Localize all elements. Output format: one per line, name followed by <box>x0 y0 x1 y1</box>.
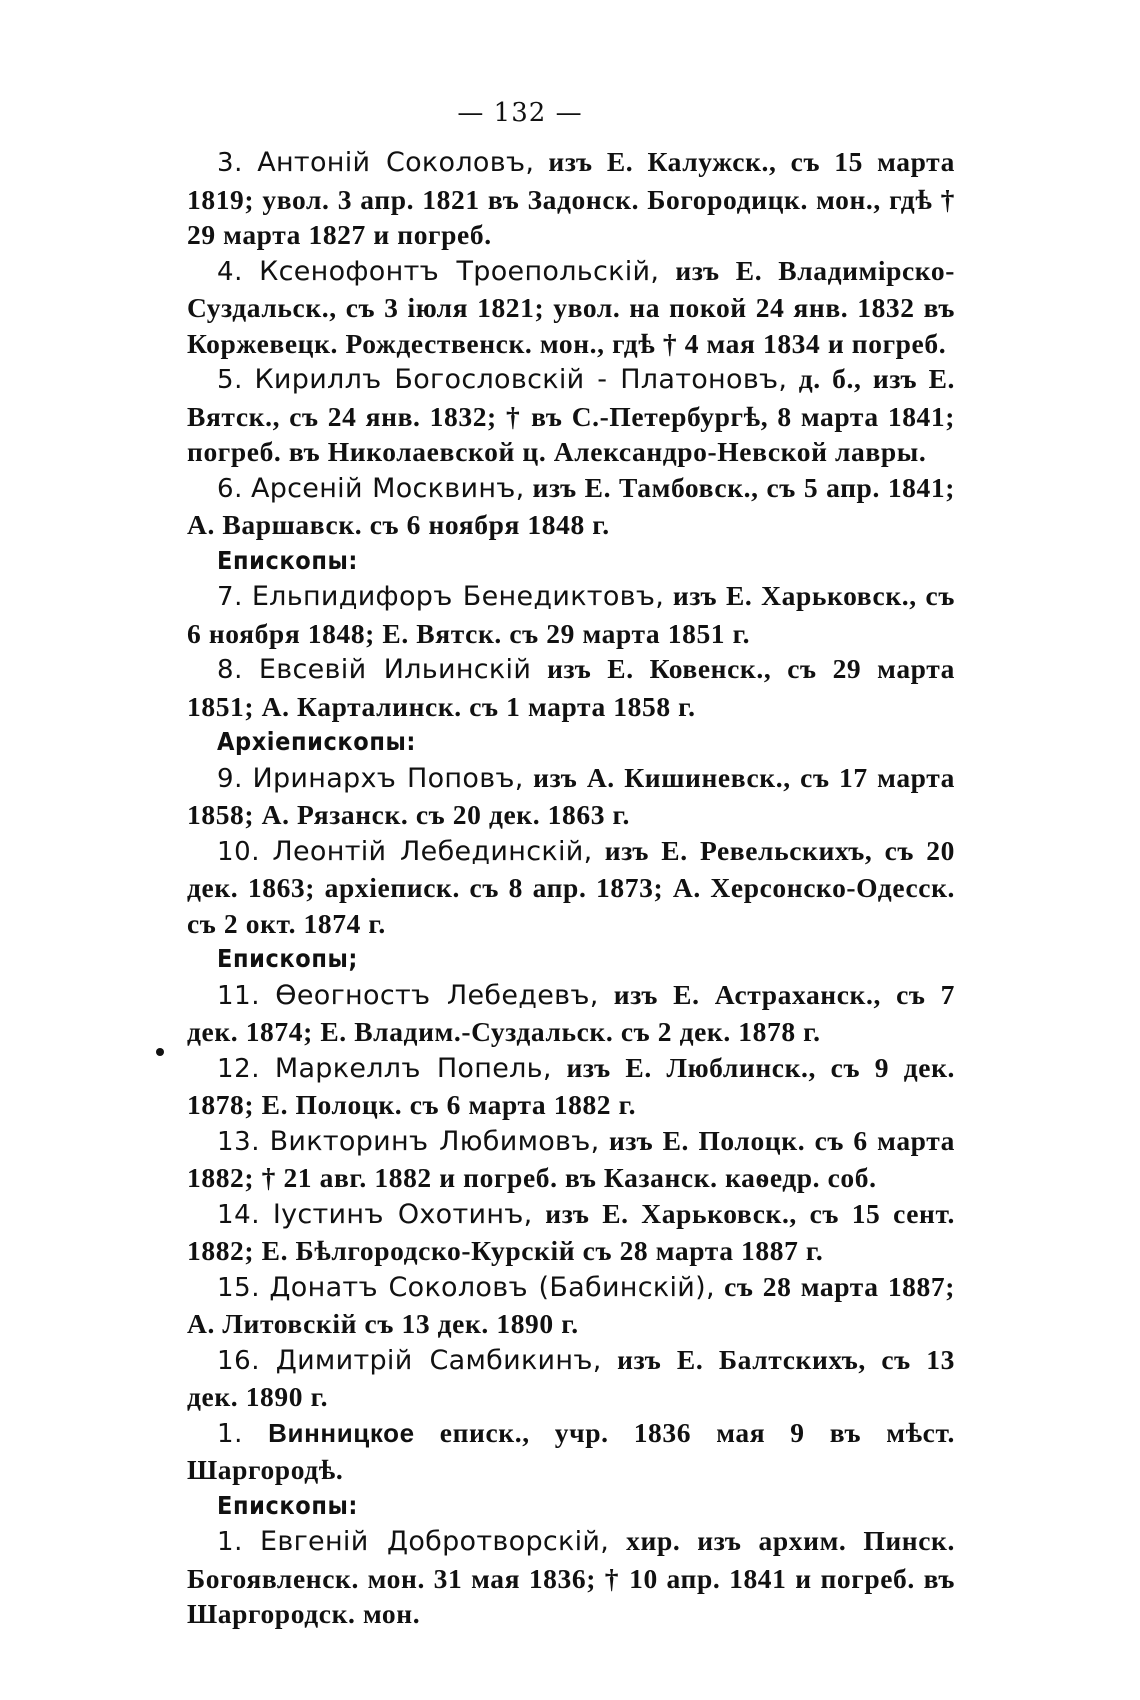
entry-name: Леонтій Лебединскій, <box>272 835 593 867</box>
entry-number: 14. <box>217 1199 261 1230</box>
entry-name: Викторинъ Любимовъ, <box>269 1125 600 1157</box>
list-item <box>187 1523 955 1632</box>
entry-name: Евсевій Ильинскій <box>258 654 532 685</box>
entry-text: изъ Е. Полоцк. съ 6 марта 1882; † 21 авг. 1882 и погреб. въ Казанск. каѳедр. соб. <box>187 1124 956 1193</box>
entry-name: Ельпидифоръ Бенедиктовъ, <box>251 581 665 612</box>
entry-number: 13. <box>217 1126 261 1157</box>
entry-number: 10. <box>217 836 261 867</box>
entry-name: Евгеній Добротворскій, <box>260 1526 610 1557</box>
entry-name: Кириллъ Богословскій - Платоновъ, <box>254 364 788 395</box>
entry-name: Ксенофонтъ Троепольскій, <box>259 255 660 287</box>
entry-name: Антоній Соколовъ, <box>257 147 535 178</box>
entry-text: изъ Е. Балтскихъ, съ 13 дек. 1890 г. <box>187 1343 955 1412</box>
page-number: — 132 — <box>457 98 583 128</box>
entry-text: изъ Е. Тамбовск., съ 5 апр. 1841; А. Варшавск. съ 6 ноября 1848 г. <box>187 471 955 540</box>
entry-number: 11. <box>217 980 261 1011</box>
entry-name: Ѳеогностъ Лебедевъ, <box>275 979 599 1011</box>
entry-number: 5. <box>217 365 244 395</box>
entry-name: Димитрій Самбикинъ, <box>275 1344 602 1376</box>
entry-text: изъ Е. Ковенск., съ 29 марта 1851; А. Карталинск. съ 1 марта 1858 г. <box>187 653 955 722</box>
diocese-name: Винницкое <box>268 1417 415 1448</box>
entry-text: изъ А. Кишиневск., съ 17 марта 1858; А. Рязанск. съ 20 дек. 1863 г. <box>187 761 955 830</box>
list-item <box>187 1123 955 1196</box>
entry-number: 8. <box>217 655 244 685</box>
entry-number: 9. <box>217 763 244 794</box>
entry-name: Арсеній Москвинъ, <box>250 472 525 504</box>
list-item <box>187 1342 955 1415</box>
entry-number: 7. <box>217 582 244 612</box>
entry-number: 3. <box>217 148 244 178</box>
entry-name: Маркеллъ Попель, <box>274 1052 552 1084</box>
margin-dot-mark <box>156 1048 164 1056</box>
list-item <box>187 578 955 651</box>
entry-number: 1. <box>217 1527 244 1557</box>
section-heading-bishops: Епископы: <box>217 545 358 575</box>
entry-number: 12. <box>217 1053 261 1084</box>
entry-number: 15. <box>217 1272 261 1303</box>
diocese-entry <box>187 1415 955 1488</box>
entry-name: Іустинъ Охотинъ, <box>272 1198 533 1230</box>
section-heading-bishops: Епископы: <box>217 1490 358 1520</box>
page-text <box>187 144 955 1632</box>
entry-text: д. б., изъ Е. Вятск., съ 24 янв. 1832; † въ С.-Петербургѣ, 8 марта 1841; погреб. въ Николаевской ц. Александро-Невской лавры. <box>187 363 955 467</box>
entry-text: изъ Е. Владимірско-Суздальск., съ 3 іюля 1821; увол. на покой 24 янв. 1832 въ Коржевецк. Рождественск. мон., гдѣ † 4 мая 1834 и погреб. <box>187 254 955 359</box>
list-item <box>187 1050 955 1123</box>
list-item <box>187 833 955 942</box>
entry-name: Иринархъ Поповъ, <box>252 762 524 794</box>
entry-text: съ 28 марта 1887; А. Литовскій съ 13 дек. 1890 г. <box>187 1270 955 1339</box>
entry-text: еписк., учр. 1836 мая 9 въ мѣст. Шаргородѣ. <box>187 1416 955 1485</box>
entry-text: изъ Е. Ревельскихъ, съ 20 дек. 1863; архіеписк. съ 8 апр. 1873; А. Херсонско-Одесск. съ 2 окт. 1874 г. <box>187 834 955 939</box>
entry-text: изъ Е. Астраханск., съ 7 дек. 1874; Е. Владим.-Суздальск. съ 2 дек. 1878 г. <box>187 978 955 1047</box>
entry-text: изъ Е. Харьковск., съ 6 ноября 1848; Е. Вятск. съ 29 марта 1851 г. <box>187 580 955 649</box>
list-item <box>187 1196 955 1269</box>
entry-text: изъ Е. Харьковск., съ 15 сент. 1882; Е. Бѣлгородско-Курскій съ 28 марта 1887 г. <box>187 1197 955 1266</box>
entry-text: изъ Е. Калужск., съ 15 марта 1819; увол. 3 апр. 1821 въ Задонск. Богородицк. мон., гдѣ † 29 марта 1827 и погреб. <box>187 146 955 250</box>
entry-text: хир. изъ архим. Пинск. Богоявленск. мон. 31 мая 1836; † 10 апр. 1841 и погреб. въ Шаргородск. мон. <box>187 1525 955 1629</box>
entry-number: 6. <box>217 473 244 504</box>
list-item <box>187 361 955 470</box>
list-item <box>187 651 955 724</box>
list-item <box>187 470 955 543</box>
section-heading-bishops: Епископы; <box>217 944 358 973</box>
entry-text: изъ Е. Люблинск., съ 9 дек. 1878; Е. Полоцк. съ 6 марта 1882 г. <box>187 1051 956 1120</box>
entry-number: 4. <box>217 256 244 287</box>
entry-number: 1. <box>217 1418 244 1449</box>
list-item <box>187 144 955 253</box>
list-item <box>187 977 955 1050</box>
list-item <box>187 253 955 362</box>
list-item <box>187 1269 955 1342</box>
entry-name: Донатъ Соколовъ (Бабинскій), <box>269 1271 715 1303</box>
list-item <box>187 760 955 833</box>
entry-number: 16. <box>217 1345 261 1376</box>
section-heading-archbishops: Архіепископы: <box>217 727 416 756</box>
